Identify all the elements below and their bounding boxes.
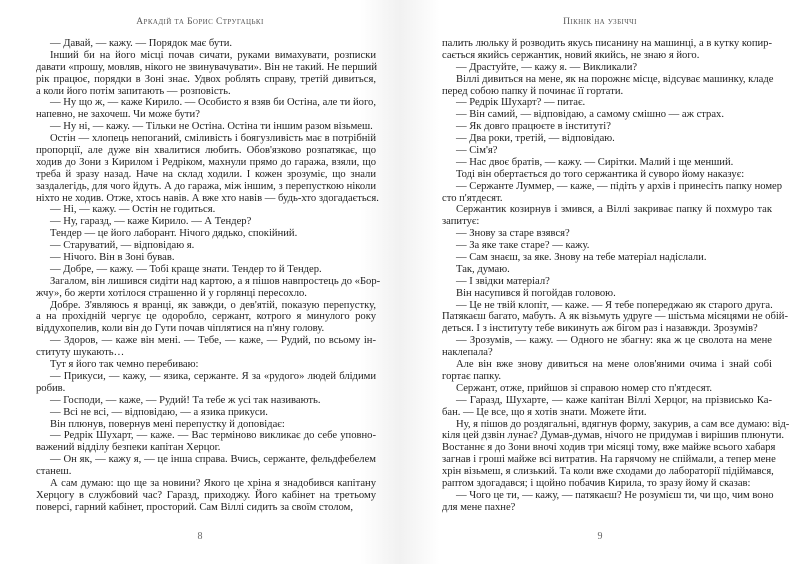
text-line: Востаннє я до Зони вночі ходив три місяці тому, вже майже всього хабаря <box>442 442 776 454</box>
text-line: перед собою папку й починає її гортати. <box>442 85 624 97</box>
text-line: бан. — Це все, що я хотів знати. Можете йти. <box>442 406 647 418</box>
page-number: 9 <box>597 531 603 542</box>
text-line: — Як довго працюєте в інституті? <box>456 121 611 133</box>
paragraph <box>36 216 376 228</box>
text-line: кіля цей дзвін лунає? Думав-думав, нічого не придумав і вирішив плюнути. <box>442 430 785 442</box>
text-line: — Нас двоє братів, — кажу. — Сирітки. Малий і ще менший. <box>456 156 734 168</box>
text-line: Сержантик козирнув і змився, а Віллі закриває папку й похмуро так <box>456 204 772 216</box>
text-line: — Ну, гаразд, — каже Кирило. — А Тендер? <box>50 216 252 228</box>
paragraph <box>442 240 772 252</box>
text-line: — Здоров, — каже він мені. — Тебе, — каже, — Рудий, по всьому ін- <box>50 335 376 347</box>
text-line: — За яке таке старе? — кажу. <box>456 240 590 252</box>
text-line: — Чого це ти, — кажу, — патякаєш? Не розумієш ти, чи що, чим воно <box>456 489 774 501</box>
paragraph <box>442 490 772 514</box>
text-line: Остін — хлопець непоганий, сміливість і боягузливість має в потрібній <box>50 133 376 145</box>
text-line: ституту шукають… <box>36 347 125 359</box>
paragraph <box>442 180 783 205</box>
text-line: ходив до Зони з Кирилом і Редріком, махнули прямо до гаража, взяли, що <box>36 156 376 168</box>
page-number: 8 <box>197 531 203 542</box>
page-text <box>442 38 790 514</box>
page-text <box>36 38 381 514</box>
text-line: Він насупився й погойдав головою. <box>456 287 616 299</box>
paragraph <box>36 38 376 50</box>
text-line: сто п'ятдесят. <box>442 192 503 204</box>
right-page <box>400 0 800 564</box>
paragraph <box>442 157 772 169</box>
text-line: робив. <box>36 382 66 394</box>
text-line: хрін візьмеш, я слизький. Та коли вже сходами до лабораторії підіймався, <box>442 466 774 478</box>
paragraph <box>442 169 772 181</box>
text-line: Загалом, він лишився сидіти над картою, а я пішов навпростець до «Бор- <box>50 275 381 287</box>
paragraph <box>36 359 376 371</box>
paragraph <box>442 288 772 300</box>
text-line: Але він вже знову дивиться на мене олов'яними очима і знай собі <box>456 359 772 371</box>
text-line: Сержант, отже, прийшов зі справою номер сто п'ятдесят. <box>456 382 713 394</box>
paragraph <box>442 121 772 133</box>
text-line: — Сержанте Луммер, — каже, — підіть у архів і принесіть папку номер <box>456 180 783 192</box>
paragraph <box>442 299 788 336</box>
paragraph <box>36 204 376 216</box>
paragraph <box>442 335 772 359</box>
text-line: — Ну ні, — кажу. — Тільки не Остіна. Остіна ти іншим разом візьмеш. <box>50 121 373 133</box>
text-line: Добре. З'являюсь я вранці, як завжди, о дев'ятій, показую перепустку, <box>50 299 376 311</box>
text-line: віддухопелив, коли він до Гути почав чіплятися на п'яну голову. <box>36 323 325 335</box>
paragraph <box>442 145 772 157</box>
text-line: Він плюнув, повернув мені перепустку й доповідає: <box>50 418 285 430</box>
text-line: сається якийсь сержантик, новий якийсь, не знаю я його. <box>442 49 700 61</box>
text-line: — Прикуси, — кажу, — язика, сержанте. Я за «рудого» людей блідими <box>50 370 376 382</box>
paragraph <box>36 240 376 252</box>
paragraph <box>36 395 376 407</box>
paragraph <box>36 252 376 264</box>
paragraph <box>442 395 772 419</box>
paragraph <box>36 228 376 240</box>
running-head-author: Аркадій та Борис Стругацькі <box>136 17 264 27</box>
text-line: гортає папку. <box>442 370 501 382</box>
text-line: важений відділу безпеки капітан Херцог. <box>36 442 221 454</box>
text-line: — Господи, — каже, — Рудий! Та тебе ж усі так називають. <box>50 394 321 406</box>
paragraph <box>442 276 772 288</box>
text-line: А сам думаю: що ще за новини? Якого це хріна я знадобився капітану <box>50 477 376 489</box>
text-line: деться. І з інституту тебе викинуть аж бігом раз і назавжди. Зрозумів? <box>442 323 758 335</box>
text-line: Патякаєш багато, мабуть. А як візьмуть удруге — шістьма місяцями не обій- <box>442 311 788 323</box>
paragraph <box>36 133 379 204</box>
text-line: поверсі, гарний кабінет, просторий. Сам Віллі сидить за своїм столом, <box>36 501 353 513</box>
paragraph <box>36 50 376 98</box>
paragraph <box>442 62 772 74</box>
text-line: жчу», бо жерти хотілося страшенно й у горлянці пересохло. <box>36 287 307 299</box>
text-line: для мене пахне? <box>442 501 516 513</box>
text-line: заздалегідь, для чого йдуть. А до гаража, між іншим, з перепусткою ніколи <box>36 180 376 192</box>
text-line: Так, думаю. <box>456 263 510 275</box>
paragraph <box>442 228 772 240</box>
text-line: — Він самий, — відповідаю, а самому смішно — аж страх. <box>456 109 725 121</box>
text-line: давати «прошу, мовляв, нікого не звинувачувати». Він не такий. Не перший <box>36 61 377 73</box>
paragraph <box>36 371 376 395</box>
text-line: пропорції, але дуже він хвалитися любить. Обов'язково розпатякає, що <box>36 145 376 157</box>
text-line: — Драстуйте, — кажу я. — Викликали? <box>456 61 638 73</box>
text-line: — Сім'я? <box>456 145 498 157</box>
text-line: — Нічого. Він в Зоні бував. <box>50 252 175 264</box>
text-line: — Добре, — кажу. — Тобі краще знати. Тендер то й Тендер. <box>50 263 322 275</box>
text-line: — Всі не всі, — відповідаю, — а язика прикуси. <box>50 406 268 418</box>
text-line: — Зрозумів, — кажу. — Одного не збагну: яка ж це сволота на мене <box>456 335 772 347</box>
paragraph <box>36 407 376 419</box>
text-line: — Редрік Шухарт, — каже. — Вас терміново викликає до себе уповно- <box>50 430 376 442</box>
text-line: палить люльку й розводить якусь писанину на машинці, а в кутку копир- <box>442 38 772 49</box>
text-line: Тут я його так чемно перебиваю: <box>50 359 199 371</box>
running-head-title: Пікнік на узбіччі <box>563 17 637 27</box>
paragraph <box>36 264 376 276</box>
text-line: — Старуватий, — відповідаю я. <box>50 240 195 252</box>
text-line: Херцогу в службовий час? Гаразд, приходжу. Його кабінет на третьому <box>36 489 376 501</box>
text-line: — Он як, — кажу я, — це інша справа. Вчись, сержанте, фельдфебелем <box>50 454 376 466</box>
text-line: Тендер — це його лаборант. Нічого дядько, спокійний. <box>50 228 298 240</box>
paragraph <box>442 383 772 395</box>
paragraph <box>36 300 376 336</box>
text-line: — Редрік Шухарт? — питає. <box>456 97 586 109</box>
text-line: ніхто не ходив. Отже, хтось навів. А вже хто навів — будь-хто здогадається. <box>36 192 379 204</box>
text-line: Інший би на його місці почав сичати, руками вимахувати, розписки <box>50 49 376 61</box>
text-line: — Знову за старе взявся? <box>456 228 570 240</box>
paragraph <box>442 359 772 383</box>
text-line: — Ну що ж, — каже Кирило. — Особисто я взяв би Остіна, але ти його, <box>50 97 376 109</box>
text-line: — Гаразд, Шухарте, — каже капітан Віллі Херцог, на прізвисько Ка- <box>456 394 772 406</box>
text-line: напевно, не захочеш. Чи може бути? <box>36 109 200 121</box>
paragraph <box>442 418 790 490</box>
paragraph <box>36 478 376 514</box>
paragraph <box>36 97 376 121</box>
text-line: — Давай, — кажу. — Порядок має бути. <box>50 38 233 49</box>
paragraph <box>36 335 376 359</box>
paragraph <box>442 74 772 98</box>
text-line: наклепала? <box>442 347 493 359</box>
paragraph <box>36 121 376 133</box>
text-line: — Сам знаєш, за яке. Знову на тебе матеріал надіслали. <box>456 252 707 264</box>
text-line: — Ні, — кажу. — Остін не годиться. <box>50 204 216 216</box>
paragraph <box>442 204 772 228</box>
paragraph <box>36 275 381 300</box>
text-line: Ну, я пішов до роздягальні, вдягнув форму, закурив, а сам все думаю: від- <box>456 418 790 430</box>
paragraph <box>36 454 376 478</box>
text-line: загнав і гроші майже всі витратив. На гарячому не спіймали, а тепер мене <box>442 454 776 466</box>
paragraph <box>442 252 772 264</box>
text-line: — Два роки, третій, — відповідаю. <box>456 133 615 145</box>
paragraph <box>442 109 772 121</box>
text-line: раптом здогадався; і щойно побачив Кирила, то зразу йому й сказав: <box>442 477 751 489</box>
text-line: станеш. <box>36 466 72 478</box>
text-line: а коли його потім запитають — розповість. <box>36 85 231 97</box>
paragraph <box>36 430 376 454</box>
text-line: Віллі дивиться на мене, як на порожнє місце, відсуває машинку, кладе <box>456 73 774 85</box>
text-line: — І звідки матеріал? <box>456 275 550 287</box>
paragraph <box>442 264 772 276</box>
paragraph <box>442 133 772 145</box>
paragraph <box>442 38 772 62</box>
text-line: Тоді він обертається до того сержантика й суворо йому наказує: <box>456 168 745 180</box>
text-line: рік працює, порядки в Зоні знає. Удвох роблять справу, третій дивиться, <box>36 73 376 85</box>
paragraph <box>36 419 376 431</box>
text-line: запитує: <box>442 216 480 228</box>
text-line: а на прохідній чергує це одоробло, сержант, котрого я минулого року <box>36 311 376 323</box>
text-line: — Це не твій клопіт, — каже. — Я тебе попереджаю як старого друга. <box>456 299 773 311</box>
text-line: треба й зразу назад. Наче на склад ходили. І кожен зрозуміє, що знали <box>36 168 376 180</box>
paragraph <box>442 97 772 109</box>
